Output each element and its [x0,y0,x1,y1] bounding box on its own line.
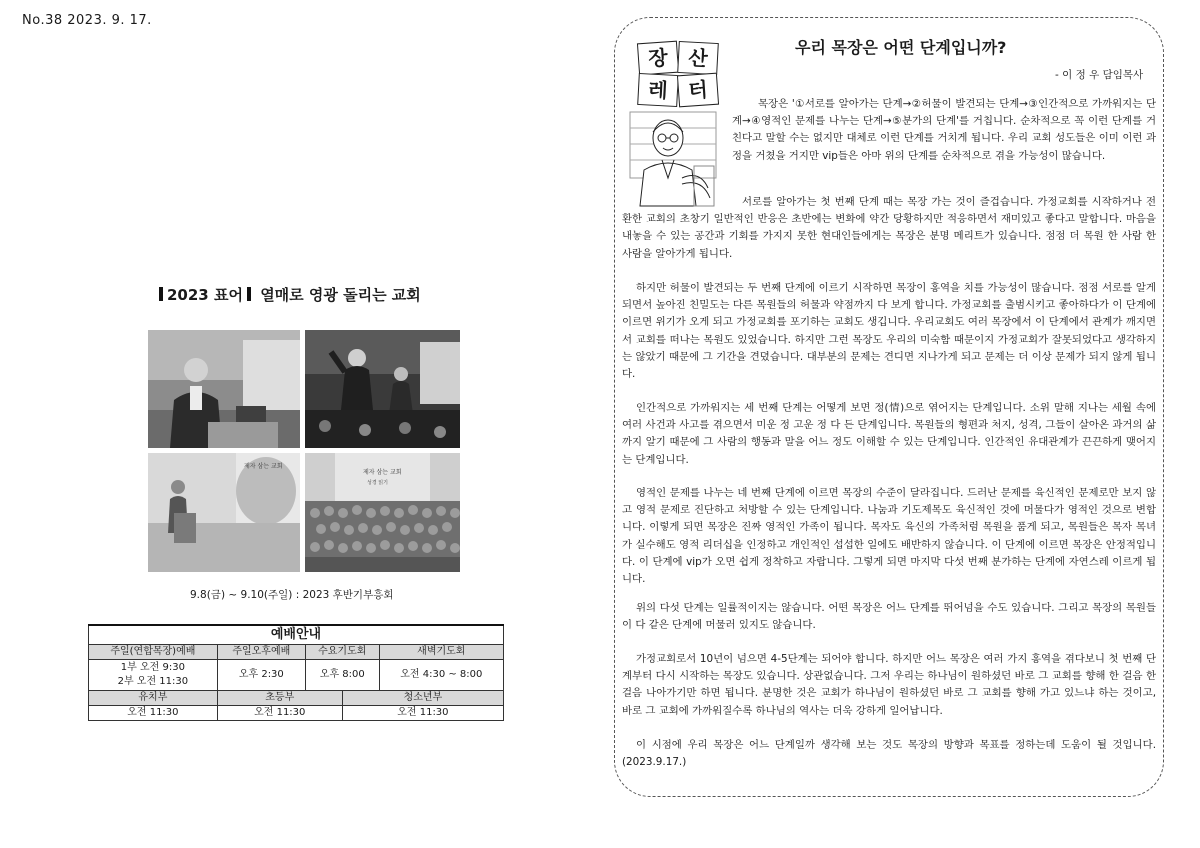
head-elementary: 초등부 [217,691,342,706]
pastor-portrait-sketch [622,108,722,208]
photo-congregation-sign: 제자 삼는 교회 [363,469,402,476]
letter-title: 우리 목장은 어떤 단계입니까? [795,38,1007,57]
head-dawn-prayer: 새벽기도회 [379,645,503,660]
letter-paragraph-8: 이 시점에 우리 목장은 어느 단계일까 생각해 보는 것도 목장의 방향과 목표를 정하는데 도움이 될 것입니다.(2023.9.17.) [622,739,1156,769]
elementary-time: 오전 11:30 [217,706,342,721]
letter-paragraph-7: 가정교회로서 10년이 넘으면 4-5단계는 되어야 합니다. 하지만 어느 목장은 여러 가지 홍역을 겪다보니 첫 번째 단계부터 다시 시작하는 목장도 있습니다. 상관없습니다. 그저 우리는 하나님이 원하셨던 바로 그 교회를 향해 한 걸음 한 걸음 나아가기만 하면 됩니다. 분명한 것은 교회가 하나님이 원하셨던 바로 그 교회를 향해 가고 있느냐 하는 것이고, 바로 그 교회에 가까워질수록 하나님의 역사는 더욱 강하게 일어납니다. [622,653,1156,717]
dawn-prayer-time: 오전 4:30 ~ 8:00 [379,660,503,691]
letter-paragraph-5: 영적인 문제를 나누는 네 번째 단계에 이르면 목장의 수준이 달라집니다. 드러난 문제를 육신적인 문제로만 보지 않고 영적 문제로 진단하고 처방할 수 있는 단계입니다. 나눔과 기도제목도 육신적인 것에 머물다가 영적인 것으로 변합니다. 이렇게 되면 목장은 진짜 영적인 가족이 됩니다. 목자도 육신의 가족처럼 목원을 품게 되고, 목원들은 목자 목녀가 실수해도 영적 리더십을 인정하고 개인적인 섭섭한 일에도 배반하지 않습니다. 이 단계에 이르면 목장은 안정적입니다. 이 단계에 vip가 오면 쉽게 정착하고 자랍니다. 그렇게 되면 마지막 다섯 번째 분가하는 단계에 자연스레 이르게 됩니다. [622,487,1156,586]
letter-paragraph-3: 하지만 허물이 발견되는 두 번째 단계에 이르기 시작하면 목장이 홍역을 치를 가능성이 많습니다. 점점 서로를 알게 되면서 높아진 친밀도는 다른 목원들의 허물과 약점까지 다 보게 합니다. 가정교회를 출범시키고 좋아하다가 이 단계에 이르면 위기가 오게 되고 가정교회를 포기하는 교회도 생깁니다. 우리교회도 여러 목장에서 이 단계에서 관계가 깨지면서 교회를 떠나는 목원도 있었습니다. 하지만 그런 목장도 우리의 미숙함 때문이지 가정교회가 잘못되었다고 생각하지는 않았기 때문에 그 기간을 견뎠습니다. 대부분의 문제는 견디면 지나가게 되고 문제는 더 이상 문제가 되지 않게 됩니다. [622,282,1156,381]
head-wednesday-prayer: 수요기도회 [305,645,379,660]
photo-banner-text: 제자 삼는 교회 [244,463,283,470]
youth-time: 오전 11:30 [342,706,503,721]
photo-lecture-banner [148,453,300,572]
photo-caption: 9.8(금) ~ 9.10(주일) : 2023 후반기부흥회 [190,589,394,601]
badge-char-3: 레 [637,73,679,107]
sunday-service-times [89,660,218,691]
badge-char-4: 터 [677,73,719,108]
sunday-service-time-1: 1부 오전 9:30 [120,662,185,673]
issue-line: No.38 2023. 9. 17. [22,13,152,28]
head-youth: 청소년부 [342,691,503,706]
head-sunday-afternoon: 주일오후예배 [217,645,305,660]
letter-paragraph-2: 서로를 알아가는 첫 번째 단계 때는 목장 가는 것이 즐겁습니다. 가정교회를 시작하거나 전환한 교회의 초창기 일반적인 반응은 초반에는 변화에 약간 당황하지만 적응하면서 재미있고 좋다고 말합니다. 마음을 내놓을 수 있는 공간과 기회를 가지지 못한 현대인들에게는 목장은 분명 메리트가 있습니다. 점점 더 목원 한 사람 한 사람을 알아가게 됩니다. [622,196,1156,260]
motto-bar-left [159,287,163,301]
photo-congregation-sign-2: 성경 읽기 [367,480,388,486]
photo-congregation [305,453,460,572]
sunday-afternoon-time: 오후 2:30 [217,660,305,691]
sunday-service-time-2: 2부 오전 11:30 [117,676,189,687]
letter-paragraph-4: 인간적으로 가까워지는 세 번째 단계는 어떻게 보면 정(情)으로 엮어지는 단계입니다. 소위 말해 지나는 세월 속에 여러 사건과 사고를 겪으면서 미운 정 고운 정 다 든 단계입니다. 목원들의 형편과 처지, 성격, 그들이 살아온 과거의 삶까지 알기 때문에 그 사람의 행동과 말을 어느 정도 이해할 수 있는 단계입니다. 인간적인 유대관계가 끈끈하게 맺어지는 단계입니다. [622,402,1156,466]
worship-table-title: 예배안내 [89,625,504,645]
head-kindergarten: 유치부 [89,691,218,706]
photo-collage [148,330,460,572]
letter-author: - 이 정 우 담임목사 [1055,69,1144,81]
badge-char-2: 산 [677,41,719,75]
worship-schedule-table [88,624,504,721]
jangsan-letter-badge [638,42,720,106]
kindergarten-time: 오전 11:30 [89,706,218,721]
photo-worship-stage [305,330,460,448]
badge-char-1: 장 [637,41,679,76]
letter-paragraph-6: 위의 다섯 단계는 일률적이지는 않습니다. 어떤 목장은 어느 단계를 뛰어넘을 수도 있습니다. 그리고 목장의 목원들이 다 같은 단계에 머물러 있지도 않습니다. [622,602,1156,632]
head-sunday-service: 주일(연합목장)예배 [89,645,218,660]
photo-preacher [148,330,300,448]
letter-paragraph-1: 목장은 '①서로를 알아가는 단계→②허물이 발견되는 단계→③인간적으로 가까워지는 단계→④영적인 문제를 나누는 단계→⑤분가의 단계'를 거칩니다. 순차적으로 꼭 이런 단계를 거친다고 말할 수는 없지만 대체로 이런 단계를 거치게 됩니다. 우리 교회 성도들은 이미 이런 과정을 거쳤을 거지만 vip들은 아마 위의 단계를 순차적으로 겪을 가능성이 많습니다. [732,98,1156,162]
motto-text: 열매로 영광 돌리는 교회 [260,286,421,304]
wednesday-prayer-time: 오후 8:00 [305,660,379,691]
motto-year: 2023 표어 [167,286,243,304]
motto-bar-right [247,287,251,301]
motto-heading [155,284,455,305]
